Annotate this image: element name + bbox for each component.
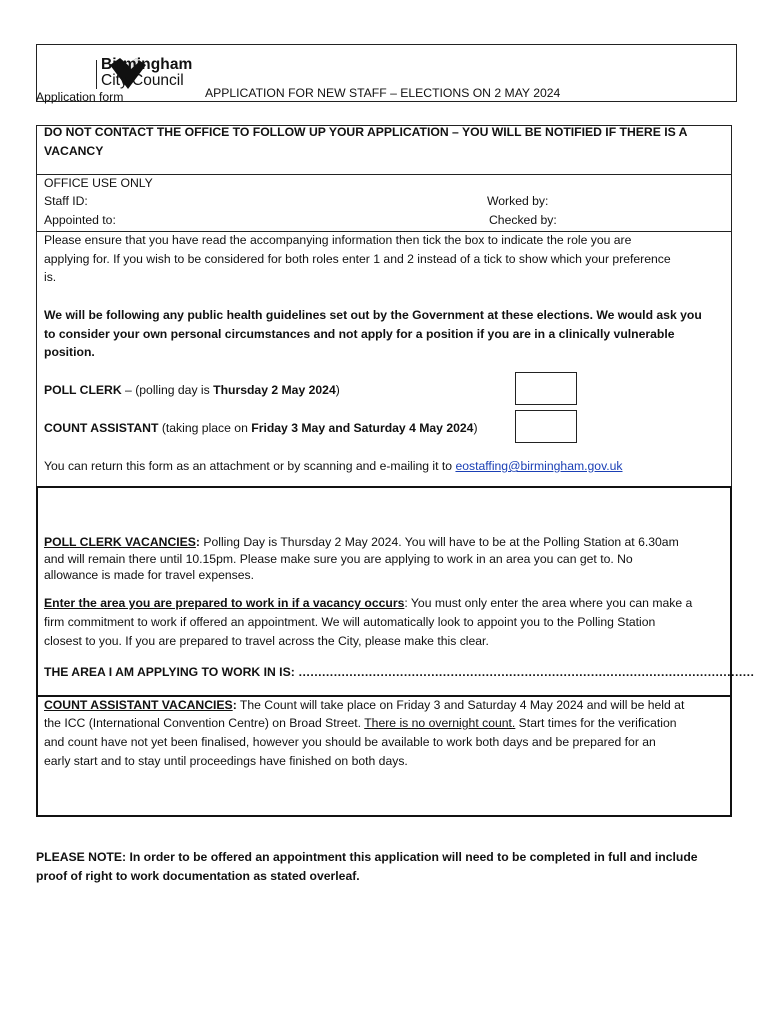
area-heading: Enter the area you are prepared to work in if a vacancy occurs [44, 596, 405, 610]
poll-vacancies-line-2: and will remain there until 10.15pm. Please make sure you are applying to work in an area you can get to. No [44, 552, 633, 566]
poll-vacancies-text-1: Polling Day is Thursday 2 May 2024. You will have to be at the Polling Station at 6.30am [199, 535, 679, 549]
area-input-dots[interactable]: ……………………………………………………………………………………………………… [298, 665, 754, 679]
return-text: You can return this form as an attachment or by scanning and e-mailing it to [44, 459, 456, 473]
count-vacancies-heading: COUNT ASSISTANT VACANCIES [44, 698, 233, 712]
area-line-3: closest to you. If you are prepared to travel across the City, please make this clear. [44, 634, 489, 648]
count-assistant-dates: Friday 3 May and Saturday 4 May 2024 [251, 421, 474, 435]
count-assistant-tickbox[interactable] [515, 410, 577, 443]
no-overnight-count: There is no overnight count. [364, 716, 516, 730]
instructions-line-3: is. [44, 270, 57, 284]
staff-id-label: Staff ID: [44, 194, 88, 208]
worked-by-label: Worked by: [487, 194, 549, 208]
area-applying-label: THE AREA I AM APPLYING TO WORK IN IS: [44, 665, 299, 679]
please-note-line-1: PLEASE NOTE: In order to be offered an appointment this application will need to be completed in full and include [36, 850, 698, 864]
count-assistant-label: COUNT ASSISTANT [44, 421, 159, 435]
email-link[interactable]: eostaffing@birmingham.gov.uk [455, 459, 623, 473]
count-vacancies-line-4: early start and to stay until proceedings have finished on both days. [44, 754, 408, 768]
logo-city-council: City Council [101, 72, 184, 89]
poll-vacancies-line-3: allowance is made for travel expenses. [44, 568, 255, 582]
area-applying-row [44, 663, 754, 682]
count-vacancies-text-2a: the ICC (International Convention Centre) on Broad Street. [44, 716, 365, 730]
checked-by-label: Checked by: [489, 213, 557, 227]
appointed-to-label: Appointed to: [44, 213, 116, 227]
poll-clerk-post: ) [335, 383, 340, 397]
count-vacancies-colon: : [232, 698, 237, 712]
form-title: APPLICATION FOR NEW STAFF – ELECTIONS ON 2 MAY 2024 [205, 86, 561, 100]
health-line-1: We will be following any public health guidelines set out by the Government at these elections. We would ask you [44, 308, 702, 322]
count-vacancies-line-2 [44, 714, 677, 733]
area-text-1: : You must only enter the area where you can make a [404, 596, 693, 610]
count-vacancies-text-1: The Count will take place on Friday 3 and Saturday 4 May 2024 and will be held at [236, 698, 685, 712]
return-instructions [44, 457, 623, 476]
instructions-line-1: Please ensure that you have read the accompanying information then tick the box to indicate the role you are [44, 233, 632, 247]
count-vacancies-text-2b: Start times for the verification [515, 716, 677, 730]
notice-line-1: DO NOT CONTACT THE OFFICE TO FOLLOW UP YOUR APPLICATION – YOU WILL BE NOTIFIED IF THERE IS A [44, 125, 688, 139]
count-assistant-row [44, 419, 478, 438]
please-note-line-2: proof of right to work documentation as stated overleaf. [36, 869, 360, 883]
application-form-label: Application form [36, 90, 124, 104]
poll-clerk-date: Thursday 2 May 2024 [213, 383, 336, 397]
count-vacancies-line-3: and count have not yet been finalised, however you should be available to work both days and be prepared for an [44, 735, 656, 749]
poll-vacancies-line-1 [44, 533, 679, 552]
poll-vacancies-heading: POLL CLERK VACANCIES [44, 535, 196, 549]
poll-clerk-row [44, 381, 340, 400]
poll-clerk-label: POLL CLERK [44, 383, 122, 397]
poll-vacancies-colon: : [195, 535, 200, 549]
area-line-2: firm commitment to work if offered an appointment. We will automatically look to appoint you to the Polling Station [44, 615, 656, 629]
poll-clerk-pre: – (polling day is [121, 383, 214, 397]
count-assistant-pre: (taking place on [158, 421, 252, 435]
logo-birmingham: Birmingham [101, 56, 193, 73]
count-assistant-post: ) [473, 421, 478, 435]
health-line-2: to consider your own personal circumstances and not apply for a position if you are in a clinically vulnerable [44, 327, 675, 341]
area-line-1 [44, 594, 692, 613]
instructions-line-2: applying for. If you wish to be considered for both roles enter 1 and 2 instead of a tick to show which your preference [44, 252, 671, 266]
office-use-heading: OFFICE USE ONLY [44, 176, 153, 190]
health-line-3: position. [44, 345, 95, 359]
logo-divider [96, 60, 97, 89]
poll-clerk-tickbox[interactable] [515, 372, 577, 405]
count-vacancies-line-1 [44, 696, 684, 715]
notice-line-2: VACANCY [44, 144, 104, 158]
